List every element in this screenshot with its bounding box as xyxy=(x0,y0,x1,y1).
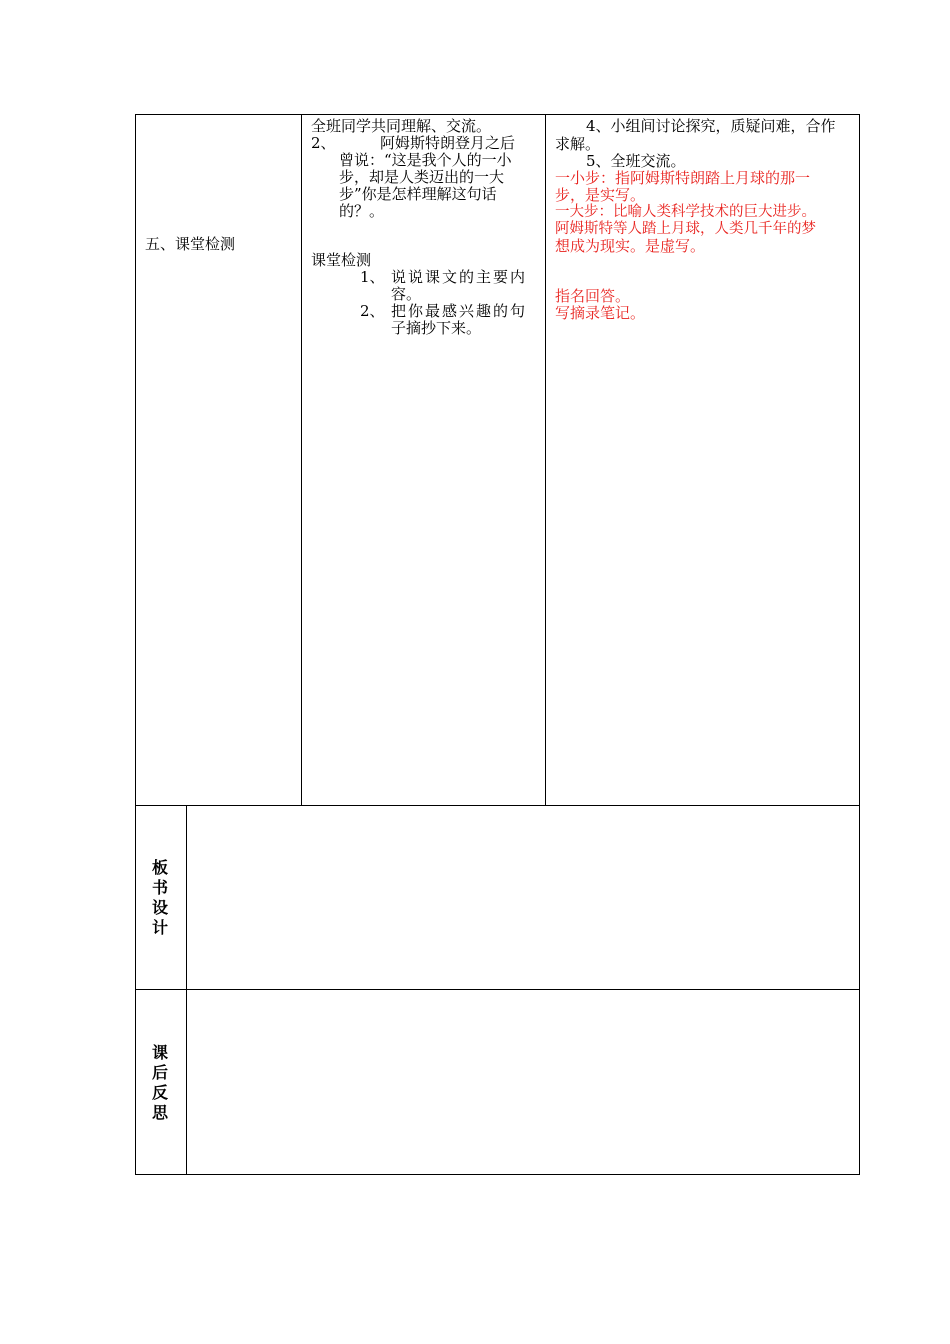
section-label: 五、课堂检测 xyxy=(145,235,236,253)
red-note-5: 想成为现实。是虚写。 xyxy=(555,237,706,255)
table-right-border xyxy=(859,114,860,1175)
board-design-label: 板书设计 xyxy=(151,858,168,937)
right-line-1: 4、小组间讨论探究，质疑问难，合作 xyxy=(586,117,836,135)
right-line-3: 5、全班交流。 xyxy=(586,152,686,170)
table-bottom-border xyxy=(135,1174,860,1175)
item2-line-4: 步”你是怎样理解这句话 xyxy=(339,185,497,203)
check2-line-1: 把你最感兴趣的句 xyxy=(391,302,528,320)
reflection-label: 课后反思 xyxy=(151,1043,168,1122)
red-note-4: 阿姆斯特等人踏上月球，人类几千年的梦 xyxy=(555,221,816,237)
red-note-3: 一大步：比喻人类科学技术的巨大进步。 xyxy=(555,204,816,220)
item2-line-3: 步，却是人类迈出的一大 xyxy=(339,168,505,186)
table-left-border xyxy=(135,114,136,1175)
check2-number: 2、 xyxy=(360,302,385,320)
item2-line-2: 曾说：“这是我个人的一小 xyxy=(339,151,512,169)
check1-line-2: 容。 xyxy=(391,285,422,303)
item2-number: 2、 xyxy=(311,134,336,152)
check2-line-2: 子摘抄下来。 xyxy=(391,319,482,337)
check1-line-1: 说说课文的主要内 xyxy=(391,268,528,286)
red-note-7: 写摘录笔记。 xyxy=(555,304,646,322)
class-check-title: 课堂检测 xyxy=(311,251,372,269)
middle-line-1: 全班同学共同理解、交流。 xyxy=(311,117,492,135)
board-design-content[interactable] xyxy=(187,806,859,989)
red-note-6: 指名回答。 xyxy=(555,287,631,305)
item2-line-5: 的？。 xyxy=(339,202,385,220)
check1-number: 1、 xyxy=(360,268,385,286)
reflection-content[interactable] xyxy=(187,990,859,1174)
col-divider-2 xyxy=(545,114,546,806)
right-line-2: 求解。 xyxy=(555,135,601,153)
col-divider-1 xyxy=(301,114,302,806)
table-top-border xyxy=(135,114,860,115)
red-note-2: 步，是实写。 xyxy=(555,186,646,204)
red-note-1: 一小步：指阿姆斯特朗踏上月球的那一 xyxy=(555,169,811,187)
item2-line-1: 阿姆斯特朗登月之后 xyxy=(380,134,516,152)
